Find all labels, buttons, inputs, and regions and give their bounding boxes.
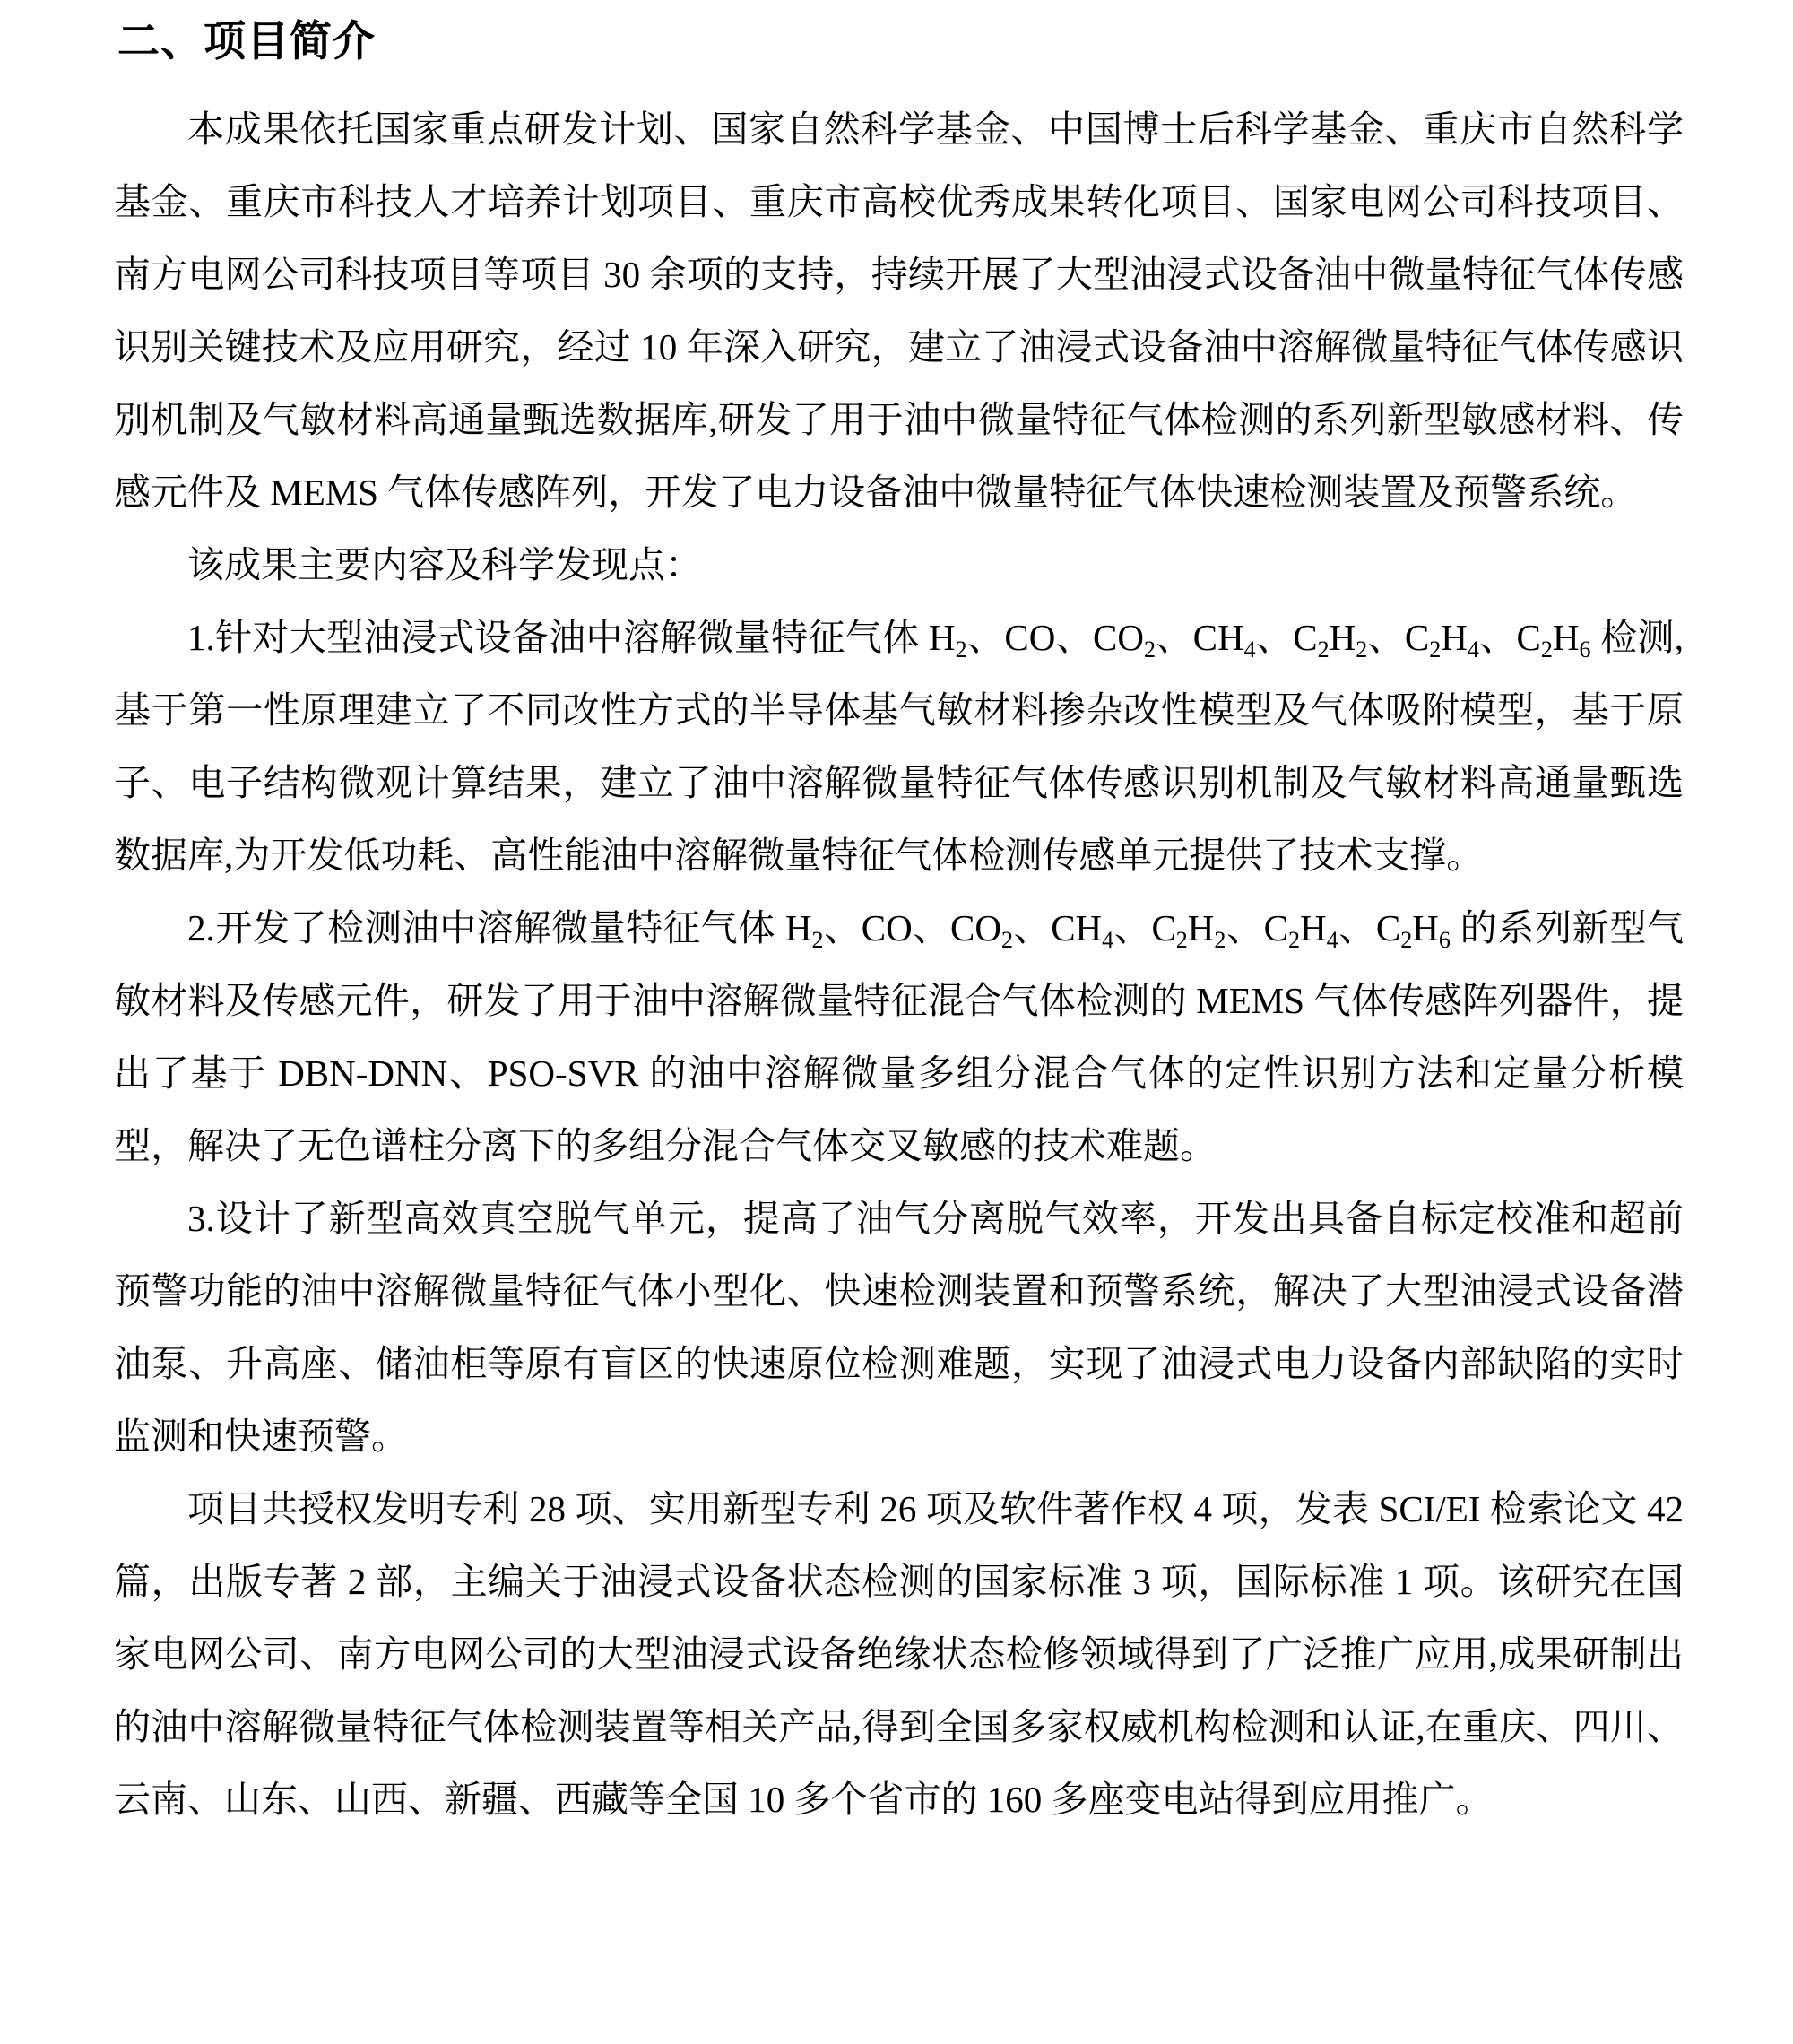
chemical-subscript: 6 <box>1579 637 1591 663</box>
paragraph <box>114 93 1684 529</box>
paragraph-text: 、CO、CO <box>823 907 1001 948</box>
paragraph <box>114 892 1684 1182</box>
chemical-subscript: 2 <box>1356 637 1368 663</box>
paragraph <box>114 1182 1684 1473</box>
paragraph-text: 、C <box>1255 617 1318 658</box>
paragraph <box>114 602 1684 892</box>
chemical-subscript: 2 <box>1214 927 1226 953</box>
chemical-subscript: 2 <box>1429 637 1442 663</box>
paragraph-text: H <box>1329 617 1356 658</box>
chemical-subscript: 4 <box>1326 927 1338 953</box>
paragraph-text: 项目共授权发明专利 28 项、实用新型专利 26 项及软件著作权 4 项，发表 SCI/EI 检索论文 42 篇，出版专著 2 部，主编关于油浸式设备状态检测的国家标准 3 项，国际标准 1 项。该研究在国家电网公司、南方电网公司的大型油浸式设备绝缘状态检修领域得到了广泛推广应用,成果研制出的油中溶解微量特征气体检测装置等相关产品,得到全国多家权威机构检测和认证,在重庆、四川、云南、山东、山西、新疆、西藏等全国 10 多个省市的 160 多座变电站得到应用推广。 <box>114 1488 1684 1820</box>
paragraph-text: 3.设计了新型高效真空脱气单元，提高了油气分离脱气效率，开发出具备自标定校准和超前预警功能的油中溶解微量特征气体小型化、快速检测装置和预警系统，解决了大型油浸式设备潜油泵、升高座、储油柜等原有盲区的快速原位检测难题，实现了油浸式电力设备内部缺陷的实时监测和快速预警。 <box>114 1198 1684 1457</box>
chemical-subscript: 2 <box>1000 927 1013 953</box>
page-title: 二、项目简介 <box>117 19 376 65</box>
paragraph-text: 、C <box>1226 907 1289 948</box>
paragraph-text: 、C <box>1113 907 1176 948</box>
paragraph-text: 、C <box>1478 617 1541 658</box>
paragraph-text: H <box>1441 617 1468 658</box>
paragraph-text: H <box>1300 907 1327 948</box>
chemical-subscript: 2 <box>1400 927 1413 953</box>
chemical-subscript: 2 <box>1143 637 1156 663</box>
paragraph <box>114 529 1684 602</box>
paragraph-text: 2.开发了检测油中溶解微量特征气体 H <box>187 907 812 948</box>
paragraph <box>114 1473 1684 1836</box>
paragraph-text: 该成果主要内容及科学发现点： <box>187 544 702 585</box>
chemical-subscript: 2 <box>811 927 824 953</box>
paragraph-text: 、CO、CO <box>966 617 1144 658</box>
paragraph-text: 检测,基于第一性原理建立了不同改性方式的半导体基气敏材料掺杂改性模型及气体吸附模型，基于原子、电子结构微观计算结果，建立了油中溶解微量特征气体传感识别机制及气敏材料高通量甄选数据库,为开发低功耗、高性能油中溶解微量特征气体检测传感单元提供了技术支撑。 <box>114 617 1685 876</box>
chemical-subscript: 2 <box>955 637 967 663</box>
paragraph-text: 、CH <box>1012 907 1103 948</box>
paragraph-text: 、C <box>1338 907 1401 948</box>
chemical-subscript: 4 <box>1467 637 1479 663</box>
chemical-subscript: 4 <box>1102 927 1114 953</box>
chemical-subscript: 2 <box>1317 637 1330 663</box>
paragraph-text: H <box>1552 617 1580 658</box>
paragraph-text: 、CH <box>1155 617 1244 658</box>
paragraph-text: 、C <box>1367 617 1430 658</box>
paragraph-text: H <box>1187 907 1215 948</box>
paragraph-text: 本成果依托国家重点研发计划、国家自然科学基金、中国博士后科学基金、重庆市自然科学基金、重庆市科技人才培养计划项目、重庆市高校优秀成果转化项目、国家电网公司科技项目、南方电网公司科技项目等项目 30 余项的支持，持续开展了大型油浸式设备油中微量特征气体传感识别关键技术及应用研究，经过 10 年深入研究，建立了油浸式设备油中溶解微量特征气体传感识别机制及气敏材料高通量甄选数据库,研发了用于油中微量特征气体检测的系列新型敏感材料、传感元件及 MEMS 气体传感阵列，开发了电力设备油中微量特征气体快速检测装置及预警系统。 <box>114 108 1684 513</box>
chemical-subscript: 2 <box>1175 927 1188 953</box>
chemical-subscript: 2 <box>1540 637 1553 663</box>
chemical-subscript: 4 <box>1243 637 1256 663</box>
document-body <box>114 93 1684 1836</box>
chemical-subscript: 2 <box>1288 927 1301 953</box>
paragraph-text: H <box>1412 907 1439 948</box>
paragraph-text: 1.针对大型油浸式设备油中溶解微量特征气体 H <box>187 617 956 658</box>
paragraph-text: 的系列新型气敏材料及传感元件，研发了用于油中溶解微量特征混合气体检测的 MEMS 气体传感阵列器件，提出了基于 DBN-DNN、PSO-SVR 的油中溶解微量多组分混合气体的定性识别方法和定量分析模型，解决了无色谱柱分离下的多组分混合气体交叉敏感的技术难题。 <box>114 907 1684 1166</box>
chemical-subscript: 6 <box>1438 927 1451 953</box>
